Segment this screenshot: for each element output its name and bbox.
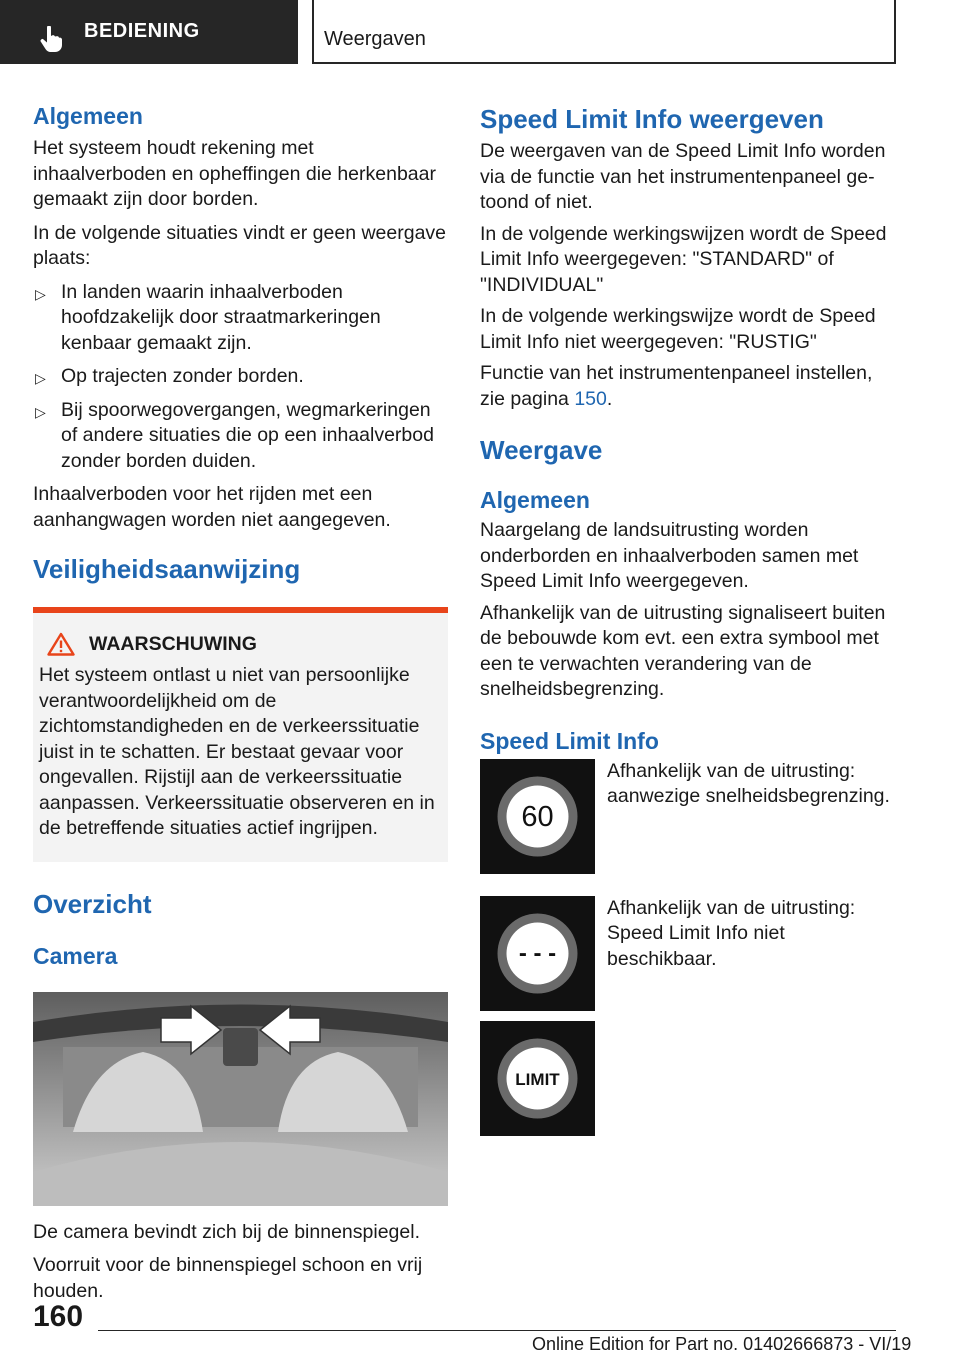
- sli-paragraph-1: De weergaven van de Speed Limit Info worden via de functie van het instrumentenpaneel getoond of niet.: [480, 140, 886, 213]
- footer-rule: [98, 1330, 896, 1331]
- list-item: ▷ In landen waarin inhaalverboden hoofdzakelijk door straatmarkeringen kenbaar gemaakt zijn.: [35, 280, 381, 354]
- algemeen-paragraph-2: In de volgende situaties vindt er geen weergave plaats:: [33, 221, 447, 269]
- list-item: ▷ Bij spoorwegovergangen, wegmarkeringen of andere situaties die op een inhaalverbod zonder borden duiden.: [35, 398, 434, 472]
- section-tab: [0, 0, 298, 64]
- limit-icon: [480, 1021, 595, 1136]
- icon1-description: Afhankelijk van de uitrusting: aanwezige snelheidsbegrenzing.: [607, 759, 890, 807]
- camera-paragraph-2: Voorruit voor de binnenspiegel schoon en vrij houden.: [33, 1254, 423, 1302]
- icon-row-limit: [480, 1021, 896, 1136]
- warning-title: WAARSCHUWING: [89, 633, 257, 655]
- footer-edition: Online Edition for Part no. 01402666873 - VI/19: [532, 1334, 912, 1354]
- sli-heading: Speed Limit Info weergeven: [480, 104, 824, 134]
- sign-label: LIMIT: [515, 1069, 560, 1089]
- sli-sub-heading: Speed Limit Info: [480, 727, 659, 754]
- page-number: 160: [33, 1300, 84, 1333]
- weergave-heading: Weergave: [480, 435, 603, 465]
- left-column: [33, 100, 448, 1304]
- overzicht-heading: Overzicht: [33, 888, 152, 919]
- sli-paragraph-3: In de volgende werkingswijze wordt de Speed Limit Info niet weergegeven: "RUSTIG": [480, 305, 876, 353]
- situation-list: [33, 280, 448, 475]
- warning-triangle-icon: [47, 632, 75, 656]
- warning-text: Het systeem ontlast u niet van persoonlijke verantwoordelijkheid om de zichtomstandigheden en de verkeerssituatie juist in te schatten. Er bestaat gevaar voor ongevallen. Rijstijl aan de verkeerssituatie aanpassen. Verkeerssituatie observeren en in de betreffende situaties actief ingrijpen.: [39, 664, 435, 839]
- sign-label: 60: [521, 800, 554, 833]
- warning-box: [33, 607, 448, 862]
- sli-paragraph-2: In de volgende werkingswijzen wordt de Speed Limit Info weergegeven: "STANDARD" of "INDIVIDUAL": [480, 222, 887, 296]
- warning-header: [39, 631, 440, 657]
- sli-paragraph-4: Functie van het instrumentenpaneel instellen, zie pagina 150.: [480, 362, 873, 410]
- weergave-paragraph-1: Naargelang de landsuitrusting worden onderborden en inhaalverboden samen met Speed Limit Info weergegeven.: [480, 519, 859, 592]
- icon-row-speed-limit: [480, 759, 896, 874]
- camera-paragraph-1: De camera bevindt zich bij de binnenspiegel.: [33, 1220, 420, 1243]
- page-title: Weergaven: [324, 28, 426, 50]
- algemeen-paragraph-3: Inhaalverboden voor het rijden met een aanhangwagen worden niet aangegeven.: [33, 483, 391, 531]
- veiligheid-heading: Veiligheidsaanwijzing: [33, 554, 301, 584]
- icon2-description: Afhankelijk van de uitrusting: Speed Limit Info niet beschikbaar.: [607, 896, 856, 970]
- triangle-bullet-icon: ▷: [35, 370, 46, 386]
- icon-row-unavailable: [480, 896, 896, 1011]
- right-column: [480, 100, 896, 1136]
- weergave-paragraph-2: Afhankelijk van de uitrusting signaliseert buiten de bebouwde kom evt. een extra symbool met een te verwachten verandering van de snelheidsbegrenzing.: [480, 601, 886, 700]
- car-interior-photo: [33, 992, 448, 1206]
- algemeen-paragraph-1: Het systeem houdt rekening met inhaalverboden en opheffingen die herkenbaar gemaakt zijn door borden.: [33, 137, 436, 210]
- speed-limit-unavailable-icon: [480, 896, 595, 1011]
- algemeen-heading: Algemeen: [33, 103, 143, 129]
- weergave-algemeen-heading: Algemeen: [480, 487, 590, 513]
- triangle-bullet-icon: ▷: [35, 403, 46, 420]
- speed-limit-60-icon: [480, 759, 595, 874]
- list-item: ▷ Op trajecten zonder borden.: [33, 364, 448, 390]
- page-reference-link[interactable]: 150: [574, 387, 607, 410]
- section-label: BEDIENING: [84, 20, 200, 42]
- camera-heading: Camera: [33, 942, 118, 969]
- sign-label: - - -: [518, 939, 557, 967]
- hand-touch-icon: [40, 26, 62, 52]
- triangle-bullet-icon: ▷: [35, 285, 46, 302]
